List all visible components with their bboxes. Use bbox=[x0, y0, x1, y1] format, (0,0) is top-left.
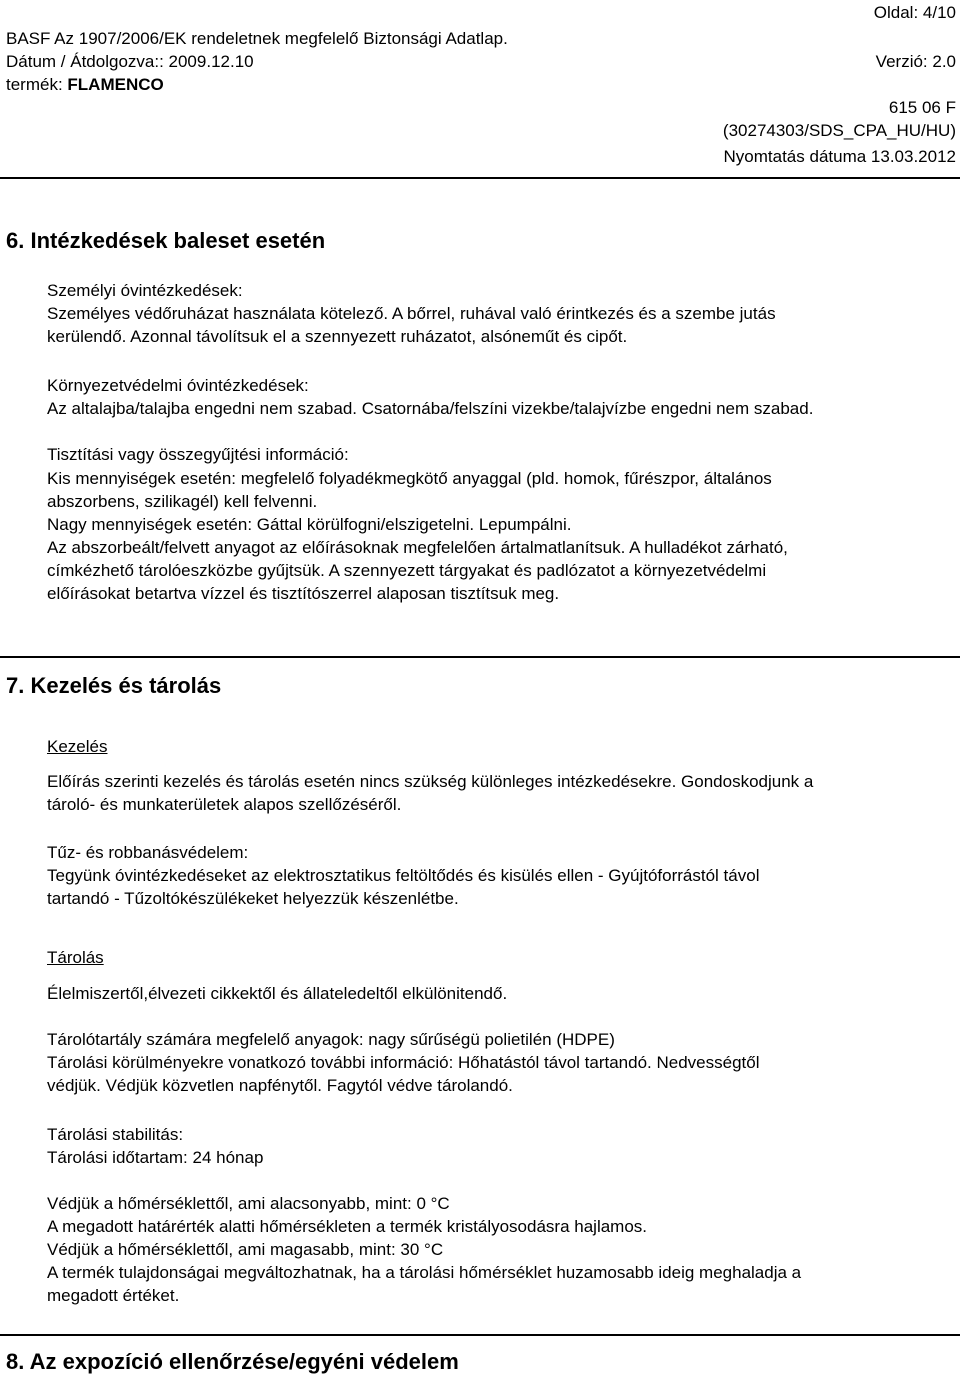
fire-protection-text bbox=[47, 864, 759, 910]
text-line: védjük. Védjük közvetlen napfénytől. Fagytól védve tárolandó. bbox=[47, 1076, 513, 1095]
fire-protection-heading: Tűz- és robbanásvédelem: bbox=[47, 843, 249, 862]
text-line: tartandó - Tűzoltókészülékeket helyezzük készenlétbe. bbox=[47, 889, 459, 908]
text-line: Személyes védőruházat használata kötelező. A bőrrel, ruhával való érintkezés és a szembe jutás bbox=[47, 304, 776, 323]
regulation-title: BASF Az 1907/2006/EK rendeletnek megfelelő Biztonsági Adatlap. bbox=[6, 29, 508, 48]
sds-id: (30274303/SDS_CPA_HU/HU) bbox=[722, 121, 956, 140]
section-divider bbox=[0, 656, 960, 658]
text-line: Az altalajba/talajba engedni nem szabad. Csatornába/felszíni vizekbe/talajvízbe engedni nem szabad. bbox=[47, 399, 814, 418]
storage-segregation: Élelmiszertől,élvezeti cikkektől és állateledeltől elkülönitendő. bbox=[47, 984, 508, 1003]
text-line: Az abszorbeált/felvett anyagot az előírásoknak megfelelően ártalmatlanítsuk. A hulladékot zárható, bbox=[47, 538, 788, 557]
text-line: előírásokat betartva vízzel és tisztítószerrel alaposan tisztítsuk meg. bbox=[47, 584, 560, 603]
text-line: címkézhető tárolóeszközbe gyűjtsük. A szennyezett tárgyakat és padlózatot a környezetvédelmi bbox=[47, 561, 767, 580]
text-line: Tárolási körülményekre vonatkozó további információ: Hőhatástól távol tartandó. Nedvességtől bbox=[47, 1053, 760, 1072]
revision-date: Dátum / Átdolgozva:: 2009.12.10 bbox=[6, 52, 254, 71]
product-name: FLAMENCO bbox=[67, 75, 164, 94]
text-line: tároló- és munkaterületek alapos szellőzéséről. bbox=[47, 795, 402, 814]
section-divider bbox=[0, 1334, 960, 1336]
environmental-precautions-text bbox=[47, 397, 813, 420]
storage-conditions-text bbox=[47, 1028, 759, 1097]
text-line: Tegyünk óvintézkedéseket az elektrosztatikus feltöltődés és kisülés ellen - Gyújtóforrástól távol bbox=[47, 866, 760, 885]
environmental-precautions-heading: Környezetvédelmi óvintézkedések: bbox=[47, 376, 309, 395]
text-line: Előírás szerinti kezelés és tárolás esetén nincs szükség különleges intézkedésekre. Gondoskodjunk a bbox=[47, 772, 814, 791]
text-line: A megadott határérték alatti hőmérsékleten a termék kristályosodásra hajlamos. bbox=[47, 1217, 648, 1236]
header-divider bbox=[0, 177, 960, 179]
temperature-text bbox=[47, 1192, 801, 1307]
cleanup-text bbox=[47, 467, 788, 605]
text-line: Nagy mennyiségek esetén: Gáttal körülfogni/elszigetelni. Lepumpálni. bbox=[47, 515, 572, 534]
text-line: Védjük a hőmérséklettől, ami magasabb, mint: 30 °C bbox=[47, 1240, 444, 1259]
section-6-title: 6. Intézkedések baleset esetén bbox=[6, 228, 326, 253]
storage-duration: Tárolási időtartam: 24 hónap bbox=[47, 1148, 264, 1167]
handling-heading: Kezelés bbox=[47, 737, 108, 756]
page-number: Oldal: 4/10 bbox=[873, 3, 956, 22]
text-line: megadott értéket. bbox=[47, 1286, 180, 1305]
product-code: 615 06 F bbox=[888, 98, 956, 117]
print-date: Nyomtatás dátuma 13.03.2012 bbox=[723, 147, 956, 166]
product-prefix: termék: bbox=[6, 75, 68, 94]
version: Verzió: 2.0 bbox=[875, 52, 956, 71]
storage-heading: Tárolás bbox=[47, 948, 104, 967]
section-7-title: 7. Kezelés és tárolás bbox=[6, 673, 222, 698]
text-line: Védjük a hőmérséklettől, ami alacsonyabb, mint: 0 °C bbox=[47, 1194, 450, 1213]
personal-precautions-text bbox=[47, 302, 776, 348]
text-line: abszorbens, szilikagél) kell felvenni. bbox=[47, 492, 318, 511]
handling-text bbox=[47, 770, 813, 816]
section-8-title: 8. Az expozíció ellenőrzése/egyéni védelem bbox=[6, 1349, 459, 1374]
text-line: A termék tulajdonságai megváltozhatnak, ha a tárolási hőmérséklet huzamosabb ideig meghaladja a bbox=[47, 1263, 802, 1282]
text-line: kerülendő. Azonnal távolítsuk el a szennyezett ruházatot, alsóneműt és cipőt. bbox=[47, 327, 628, 346]
product-line bbox=[6, 74, 164, 96]
storage-stability-heading: Tárolási stabilitás: bbox=[47, 1125, 184, 1144]
cleanup-heading: Tisztítási vagy összegyűjtési információ: bbox=[47, 445, 349, 464]
text-line: Kis mennyiségek esetén: megfelelő folyadékmegkötő anyaggal (pld. homok, fűrészpor, általános bbox=[47, 469, 772, 488]
personal-precautions-heading: Személyi óvintézkedések: bbox=[47, 281, 243, 300]
text-line: Tárolótartály számára megfelelő anyagok: nagy sűrűségü polietilén (HDPE) bbox=[47, 1030, 615, 1049]
